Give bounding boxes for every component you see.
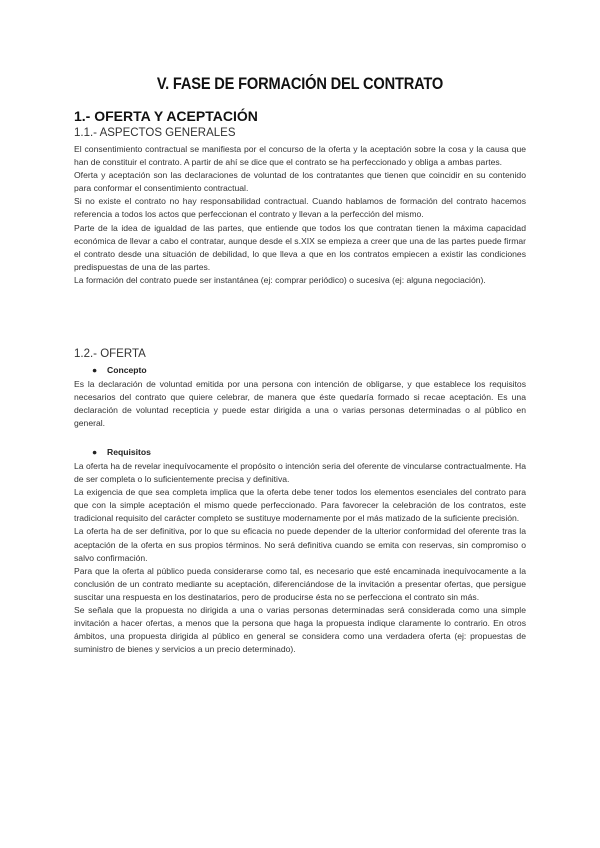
bullet-requisitos [92,447,151,457]
subsection-heading-oferta: 1.2.- OFERTA [74,348,146,360]
paragraph: Si no existe el contrato no hay responsabilidad contractual. Cuando hablamos de formación del contrato hacemos referencia a todos los actos que perfeccionan el contrato y llevan a la perfección del mismo. [74,196,526,220]
paragraph: Para que la oferta al público pueda considerarse como tal, es necesario que esté encaminada inequívocamente a la conclusión de un contrato mediante su aceptación, diferenciándose de la invitación a presentar ofertas, que persigue suscitar una respuesta en los destinatarios, pero de producirse ésta no se perfecciona el contrato sin más. [74,565,526,602]
bullet-label: Concepto [107,365,147,375]
paragraph: Es la declaración de voluntad emitida por una persona con intención de obligarse, y que establece los requisitos necesarios del contrato que quiere celebrar, de manera que éste quedaría formado si recae aceptación. Es una declaración de voluntad recepticia y puede estar dirigida a una o varias personas determinadas o al público en general. [74,379,526,429]
bullet-icon: ● [92,365,98,375]
document-title: V. FASE DE FORMACIÓN DEL CONTRATO [156,74,444,93]
paragraph: La formación del contrato puede ser instantánea (ej: comprar periódico) o sucesiva (ej: alguna negociación). [74,274,486,285]
concepto-text [74,378,526,430]
bullet-icon: ● [92,447,98,457]
paragraph: La oferta ha de revelar inequívocamente el propósito o intención seria del oferente de vincularse contractualmente. Ha de ser completa o lo suficientemente precisa y definitiva. [74,461,526,485]
paragraph: La oferta ha de ser definitiva, por lo que su eficacia no puede depender de la ulterior conformidad del oferente tras la aceptación de la oferta en sus propios términos. No será definitiva cuando se emita con reservas, sin compromiso o salvo confirmación. [74,526,526,563]
subsection-heading-aspectos-generales: 1.1.- ASPECTOS GENERALES [74,127,236,139]
paragraph: Parte de la idea de igualdad de las partes, que entiende que todos los que contratan tienen la máxima capacidad económica de llevar a cabo el contratar, aunque desde el s.XIX se empieza a creer que una de las partes puede firmar el contrato desde una situación de debilidad, lo que lleva a que en los contratos empiecen a existir las condiciones predispuestas de una de las partes. [74,222,526,272]
section-heading-oferta-aceptacion: 1.- OFERTA Y ACEPTACIÓN [74,108,258,124]
paragraph: Oferta y aceptación son las declaraciones de voluntad de los contratantes que tienen que coincidir en su contenido para conformar el consentimiento contractual. [74,170,526,194]
paragraph: La exigencia de que sea completa implica que la oferta debe tener todos los elementos esenciales del contrato para que con la simple aceptación el mismo quede perfeccionado. Para favorecer la celebración de los contratos, este tradicional requisito del carácter completo se sustituye modernamente por el más matizado de la suficiente precisión. [74,487,526,524]
bullet-concepto [92,365,147,375]
aspectos-generales-text [74,143,526,287]
bullet-label: Requisitos [107,447,151,457]
paragraph: El consentimiento contractual se manifiesta por el concurso de la oferta y la aceptación sobre la cosa y la causa que han de constituir el contrato. A partir de ahí se dice que el contrato se ha perfeccionado y obliga a ambas partes. [74,144,526,168]
paragraph: Se señala que la propuesta no dirigida a una o varias personas determinadas será considerada como una simple invitación a hacer ofertas, a menos que la persona que haga la propuesta indique claramente lo contrario. En otros ámbitos, una propuesta dirigida al público en general se considera como una verdadera oferta (ej: propuestas de suministro de bienes y servicios a un precio determinado). [74,605,526,655]
requisitos-text [74,460,526,656]
